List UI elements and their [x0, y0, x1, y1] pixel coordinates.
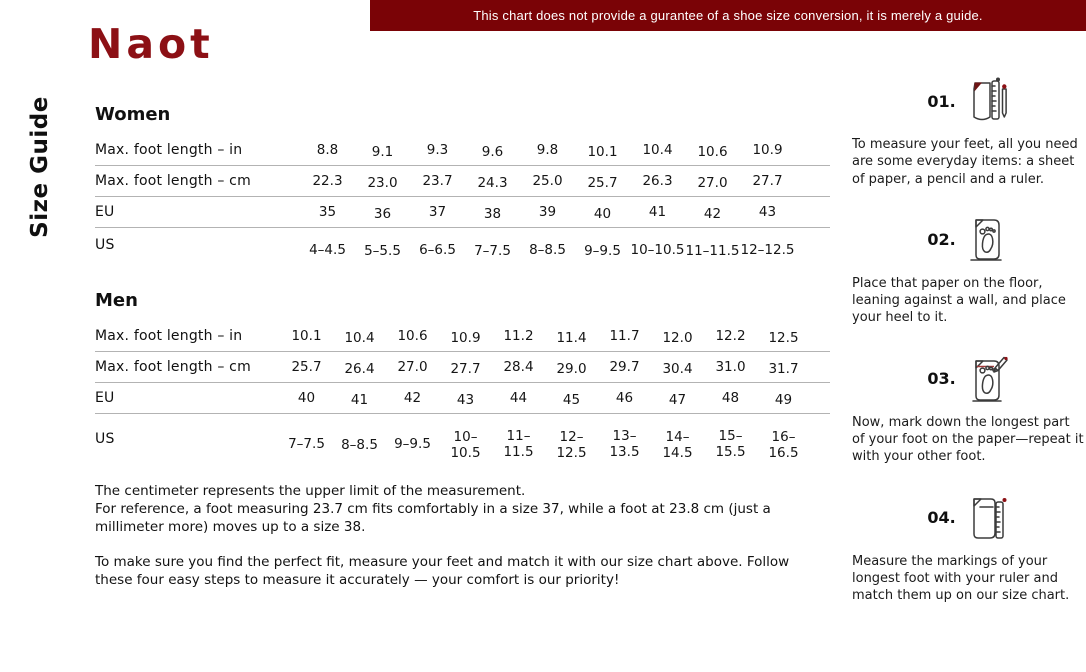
size-value: 42 — [703, 206, 722, 222]
size-value: 49 — [774, 392, 793, 408]
size-value: 5–5.5 — [364, 243, 401, 259]
size-value: 4–4.5 — [309, 242, 346, 258]
table-row — [95, 414, 830, 462]
naot-logo: Naot — [88, 20, 214, 68]
size-value: 6–6.5 — [419, 242, 456, 258]
size-value: 28.4 — [503, 359, 534, 375]
step-header — [852, 491, 1084, 545]
size-value: 31.7 — [768, 361, 799, 377]
size-value: 46 — [615, 390, 634, 406]
size-value: 11–11.5 — [503, 428, 534, 460]
size-value: 43 — [758, 204, 777, 220]
size-value: 12.5 — [768, 330, 799, 346]
step-header — [852, 74, 1084, 128]
row-label: Max. foot length – cm — [95, 359, 251, 375]
step-description: To measure your feet, all you need are some everyday items: a sheet of paper, a pencil and a ruler. — [852, 137, 1078, 187]
size-value: 11.7 — [609, 328, 640, 344]
step-header — [852, 352, 1084, 406]
table-row — [95, 352, 830, 383]
size-value: 10.1 — [587, 144, 618, 160]
size-value: 11.4 — [556, 330, 587, 346]
note-paragraph — [95, 483, 790, 536]
step-number: 02. — [927, 230, 956, 250]
size-table-grid — [95, 135, 830, 260]
size-value: 27.0 — [397, 359, 428, 375]
size-value: 39 — [538, 204, 557, 220]
size-value: 12.2 — [715, 328, 746, 344]
size-value: 12–12.5 — [556, 429, 587, 461]
step-description: Place that paper on the floor, leaning against a wall, and place your heel to it. — [852, 275, 1066, 326]
size-value: 41 — [350, 392, 369, 408]
disclaimer-text: This chart does not provide a gurantee of a shoe size conversion, it is merely a guide. — [473, 8, 983, 23]
size-value: 35 — [318, 204, 337, 220]
row-label: Max. foot length – in — [95, 142, 243, 158]
size-value: 10.6 — [697, 144, 728, 160]
size-value: 45 — [562, 392, 581, 408]
size-value: 10–10.5 — [450, 429, 481, 461]
size-value: 10.4 — [642, 142, 673, 158]
size-value: 9.3 — [426, 142, 449, 158]
note-line: To make sure you find the perfect fit, measure your feet and match it with our size chart above. Follow these four easy steps to measure it accurately — your comfort is our priority! — [95, 554, 790, 589]
size-value: 10.6 — [397, 328, 428, 344]
disclaimer-banner — [370, 0, 1086, 31]
size-value: 9–9.5 — [394, 436, 431, 452]
size-value: 40 — [297, 390, 316, 406]
size-value: 10.9 — [450, 330, 481, 346]
size-value: 16–16.5 — [768, 429, 799, 461]
row-label: US — [95, 237, 115, 253]
note-line: The centimeter represents the upper limit of the measurement. — [95, 483, 526, 499]
size-value: 24.3 — [477, 175, 508, 191]
size-value: 29.0 — [556, 361, 587, 377]
table-row — [95, 321, 830, 352]
measure-step — [852, 491, 1084, 605]
paper-footprint-icon — [963, 214, 1009, 266]
note-paragraph — [95, 554, 790, 590]
size-value: 8–8.5 — [341, 437, 378, 453]
size-value: 23.7 — [422, 173, 453, 189]
size-table-grid — [95, 321, 830, 462]
size-value: 10–10.5 — [630, 242, 685, 258]
size-value: 13–13.5 — [609, 428, 640, 460]
table-row — [95, 228, 830, 260]
table-title-men: Men — [95, 290, 138, 311]
size-value: 12–12.5 — [740, 242, 795, 258]
women-size-table — [95, 104, 830, 260]
table-row — [95, 135, 830, 166]
men-size-table — [95, 290, 830, 462]
row-label: EU — [95, 204, 115, 220]
size-value: 30.4 — [662, 361, 693, 377]
step-number: 04. — [927, 508, 956, 528]
measure-step — [852, 74, 1084, 188]
size-value: 40 — [593, 206, 612, 222]
size-value: 29.7 — [609, 359, 640, 375]
size-value: 23.0 — [367, 175, 398, 191]
size-value: 25.0 — [532, 173, 563, 189]
size-value: 7–7.5 — [288, 436, 325, 452]
size-value: 26.4 — [344, 361, 375, 377]
step-number: 01. — [927, 91, 956, 111]
step-number: 03. — [927, 369, 956, 389]
paper-ruler-pencil-icon — [963, 75, 1009, 127]
size-value: 14–14.5 — [662, 429, 693, 461]
size-value: 10.9 — [752, 142, 783, 158]
measure-step — [852, 352, 1084, 466]
table-row — [95, 383, 830, 414]
paper-footprint-pencil-icon — [963, 353, 1009, 405]
size-value: 10.1 — [291, 328, 322, 344]
table-row — [95, 166, 830, 197]
size-value: 37 — [428, 204, 447, 220]
size-value: 9.6 — [481, 144, 504, 160]
size-value: 36 — [373, 206, 392, 222]
size-value: 41 — [648, 204, 667, 220]
size-value: 8.8 — [316, 142, 339, 158]
size-value: 27.7 — [450, 361, 481, 377]
size-value: 22.3 — [312, 173, 343, 189]
size-value: 7–7.5 — [474, 243, 511, 259]
paper-mark-ruler-icon — [963, 492, 1009, 544]
size-value: 48 — [721, 390, 740, 406]
size-value: 27.7 — [752, 173, 783, 189]
note-line: For reference, a foot measuring 23.7 cm fits comfortably in a size 37, while a foot at 23.8 cm (just a millimeter more) moves up to a size 38. — [95, 500, 771, 535]
size-value: 8–8.5 — [529, 242, 566, 258]
size-value: 27.0 — [697, 175, 728, 191]
measure-steps-sidebar — [852, 74, 1084, 629]
size-value: 42 — [403, 390, 422, 406]
size-value: 15–15.5 — [715, 428, 746, 460]
size-value: 11.2 — [503, 328, 534, 344]
measurement-notes — [95, 483, 790, 590]
size-value: 44 — [509, 390, 528, 406]
size-value: 10.4 — [344, 330, 375, 346]
size-value: 12.0 — [662, 330, 693, 346]
row-label: Max. foot length – cm — [95, 173, 251, 189]
size-value: 25.7 — [291, 359, 322, 375]
table-title-women: Women — [95, 104, 171, 125]
size-value: 26.3 — [642, 173, 673, 189]
step-description: Now, mark down the longest part of your foot on the paper—repeat it with your other foot. — [852, 414, 1084, 465]
size-value: 9–9.5 — [584, 243, 621, 259]
size-value: 38 — [483, 206, 502, 222]
row-label: Max. foot length – in — [95, 328, 243, 344]
size-value: 47 — [668, 392, 687, 408]
row-label: US — [95, 431, 115, 447]
row-label: EU — [95, 390, 115, 406]
size-value: 9.1 — [371, 144, 394, 160]
step-description: Measure the markings of your longest foot with your ruler and match them up on our size chart. — [852, 553, 1070, 604]
measure-step — [852, 213, 1084, 327]
size-tables-area — [95, 104, 830, 608]
table-row — [95, 197, 830, 228]
size-value: 11–11.5 — [685, 243, 740, 259]
step-header — [852, 213, 1084, 267]
size-value: 31.0 — [715, 359, 746, 375]
size-value: 25.7 — [587, 175, 618, 191]
size-value: 9.8 — [536, 142, 559, 158]
size-value: 43 — [456, 392, 475, 408]
size-guide-vertical-label: Size Guide — [27, 96, 53, 238]
